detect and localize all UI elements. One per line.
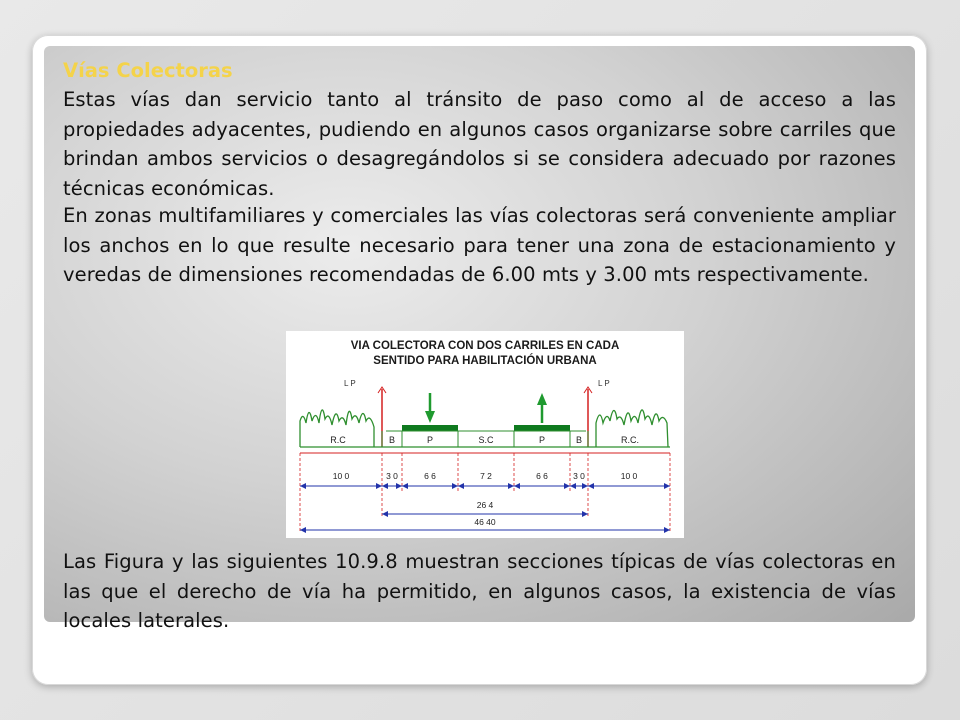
- segment-label-rc-right: R.C.: [621, 435, 639, 445]
- dim-p-right: 6 6: [536, 471, 548, 481]
- lp-right-label: L P: [598, 379, 610, 388]
- segment-label-b-left: B: [388, 435, 396, 445]
- parking-strip-left: [402, 425, 458, 431]
- total-inner-label: 26 4: [476, 500, 494, 510]
- paragraph-intro: Estas vías dan servicio tanto al tránsito de paso como al de acceso a las propiedades adyacentes, pudiendo en algunos casos organizarse sobre carriles que brindan ambos servicios o desagregándolos si se considera adecuado por razones técnicas económicas.: [63, 88, 896, 200]
- total-outer-label: 46 40: [474, 517, 496, 527]
- total-inner-arrow-right: [582, 511, 588, 517]
- dim-sc: 7 2: [480, 471, 492, 481]
- dim-b-left: 3 0: [386, 471, 398, 481]
- segment-label-sc: S.C: [478, 435, 494, 445]
- dim-b-right: 3 0: [573, 471, 585, 481]
- dim-p-left: 6 6: [424, 471, 436, 481]
- figure-heading-line1: VIA COLECTORA CON DOS CARRILES EN CADA: [350, 340, 620, 352]
- total-outer-arrow-right: [664, 527, 670, 533]
- parking-strip-right: [514, 425, 570, 431]
- segment-label-p-right: P: [538, 435, 546, 445]
- dim-rc-left: 10 0: [332, 471, 350, 481]
- slide-title: Vías Colectoras: [63, 59, 233, 82]
- segment-label-b-right: B: [575, 435, 583, 445]
- segment-label-rc-left: R.C: [330, 435, 346, 445]
- paragraph-figures: Las Figura y las siguientes 10.9.8 muestran secciones típicas de vías colectoras en las que el derecho de vía ha permitido, en algunos casos, la existencia de vías locales laterales.: [63, 550, 896, 632]
- dim-rc-right: 10 0: [620, 471, 638, 481]
- arrow-down-icon: [425, 411, 435, 423]
- road-section-diagram: [286, 331, 684, 538]
- arrow-up-icon: [537, 393, 547, 405]
- figure-heading-line2: SENTIDO PARA HABILITACIÓN URBANA: [373, 355, 597, 367]
- total-outer-arrow-left: [300, 527, 306, 533]
- total-inner-arrow-left: [382, 511, 388, 517]
- segment-label-p-left: P: [426, 435, 434, 445]
- road-section-figure: [286, 331, 684, 538]
- paragraph-zones: En zonas multifamiliares y comerciales las vías colectoras será conveniente ampliar los anchos en lo que resulte necesario para tener una zona de estacionamiento y veredas de dimensiones recomendadas de 6.00 mts y 3.00 mts respectivamente.: [63, 204, 896, 286]
- lp-left-label: L P: [344, 379, 356, 388]
